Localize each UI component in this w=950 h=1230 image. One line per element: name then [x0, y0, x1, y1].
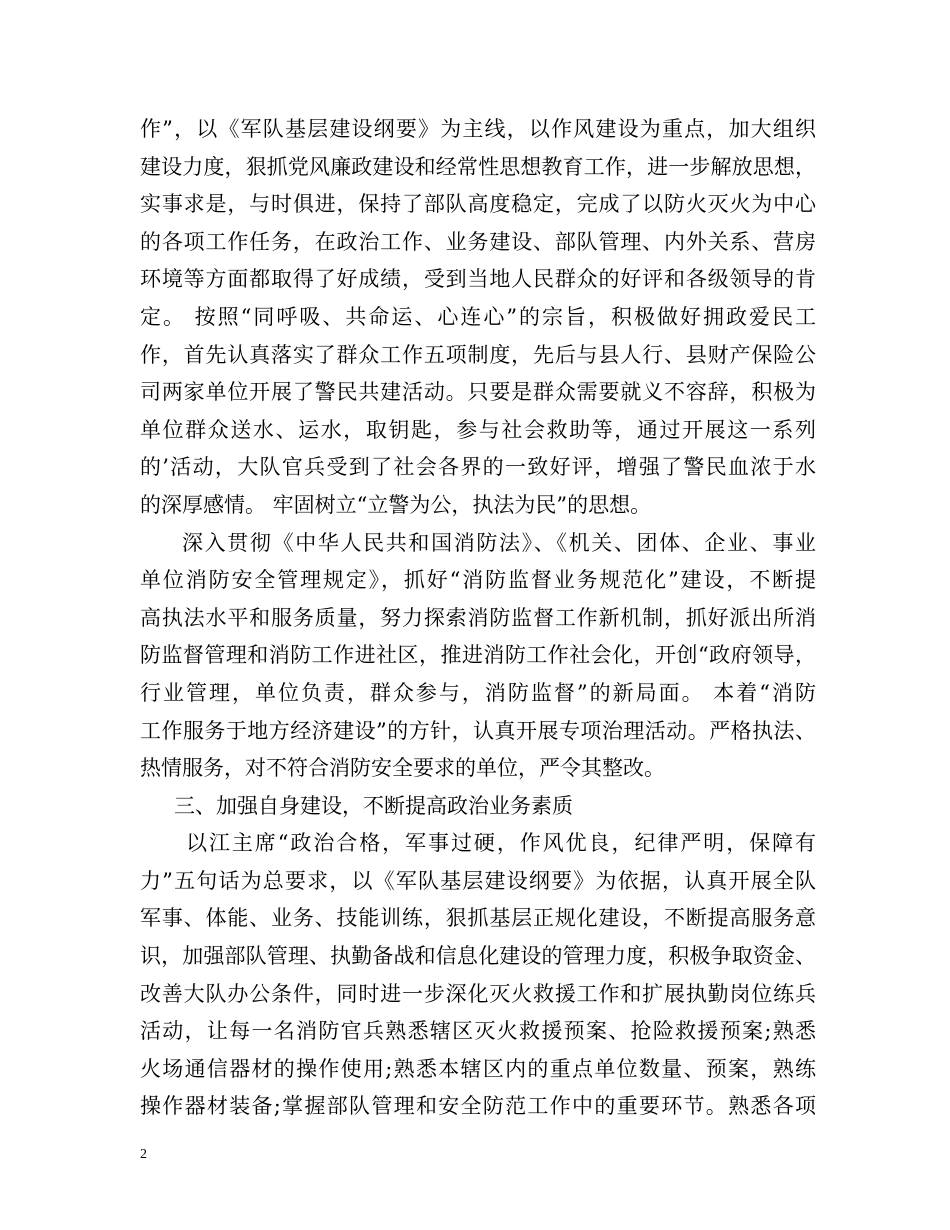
text-line: 实事求是，与时俱进，保持了部队高度稳定，完成了以防火灭火为中心 — [140, 192, 816, 217]
text-line: 工作服务于地方经济建设”的方针，认真开展专项治理活动。严格执法、 — [140, 718, 816, 743]
text-line: 行业管理，单位负责，群众参与，消防监督”的新局面。 本着“消防 — [140, 680, 816, 705]
text-line: 操作器材装备;掌握部队管理和安全防范工作中的重要环节。熟悉各项 — [140, 1094, 816, 1119]
text-line: 的’活动，大队官兵受到了社会各界的一致好评，增强了警民血浓于水 — [140, 455, 816, 480]
text-line: 环境等方面都取得了好成绩，受到当地人民群众的好评和各级领导的肯 — [140, 267, 816, 292]
paragraph-first-line: 深入贯彻《中华人民共和国消防法》、《机关、团体、企业、事业 — [182, 530, 816, 555]
text-line: 防监督管理和消防工作进社区，推进消防工作社会化，开创“政府领导， — [140, 643, 816, 668]
text-line: 改善大队办公条件，同时进一步深化灭火救援工作和扩展执勤岗位练兵 — [140, 981, 816, 1006]
text-line: 作，首先认真落实了群众工作五项制度，先后与县人行、县财产保险公 — [140, 342, 816, 367]
text-line: 力”五句话为总要求，以《军队基层建设纲要》为依据，认真开展全队 — [140, 868, 816, 893]
paragraph-first-line: 以江主席“政治合格，军事过硬，作风优良，纪律严明，保障有 — [186, 831, 816, 856]
text-line: 作”，以《军队基层建设纲要》为主线，以作风建设为重点，加大组织 — [140, 117, 816, 141]
text-line: 建设力度，狠抓党风廉政建设和经常性思想教育工作，进一步解放思想， — [140, 154, 816, 179]
document-body — [140, 111, 816, 1126]
page-number: 2 — [140, 1147, 147, 1162]
text-line: 高执法水平和服务质量，努力探索消防监督工作新机制，抓好派出所消 — [140, 605, 816, 630]
text-line: 司两家单位开展了警民共建活动。只要是群众需要就义不容辞，积极为 — [140, 380, 816, 405]
text-line: 单位消防安全管理规定》，抓好“消防监督业务规范化”建设，不断提 — [140, 568, 816, 593]
text-line: 单位群众送水、运水，取钥匙，参与社会救助等，通过开展这一系列 — [140, 417, 816, 442]
text-line: 热情服务，对不符合消防安全要求的单位，严令其整改。 — [140, 756, 665, 781]
text-line: 活动，让每一名消防官兵熟悉辖区灭火救援预案、抢险救援预案;熟悉 — [140, 1019, 816, 1044]
text-line: 的各项工作任务，在政治工作、业务建设、部队管理、内外关系、营房 — [140, 229, 816, 254]
text-line: 火场通信器材的操作使用;熟悉本辖区内的重点单位数量、预案，熟练 — [140, 1056, 816, 1081]
text-line: 识，加强部队管理、执勤备战和信息化建设的管理力度，积极争取资金、 — [140, 944, 816, 969]
text-line: 定。 按照“同呼吸、共命运、心连心”的宗旨，积极做好拥政爱民工 — [140, 304, 816, 329]
text-line: 的深厚感情。 牢固树立“立警为公，执法为民”的思想。 — [140, 492, 652, 517]
section-heading: 三、加强自身建设，不断提高政治业务素质 — [174, 793, 573, 818]
text-line: 军事、体能、业务、技能训练，狠抓基层正规化建设，不断提高服务意 — [140, 906, 816, 931]
